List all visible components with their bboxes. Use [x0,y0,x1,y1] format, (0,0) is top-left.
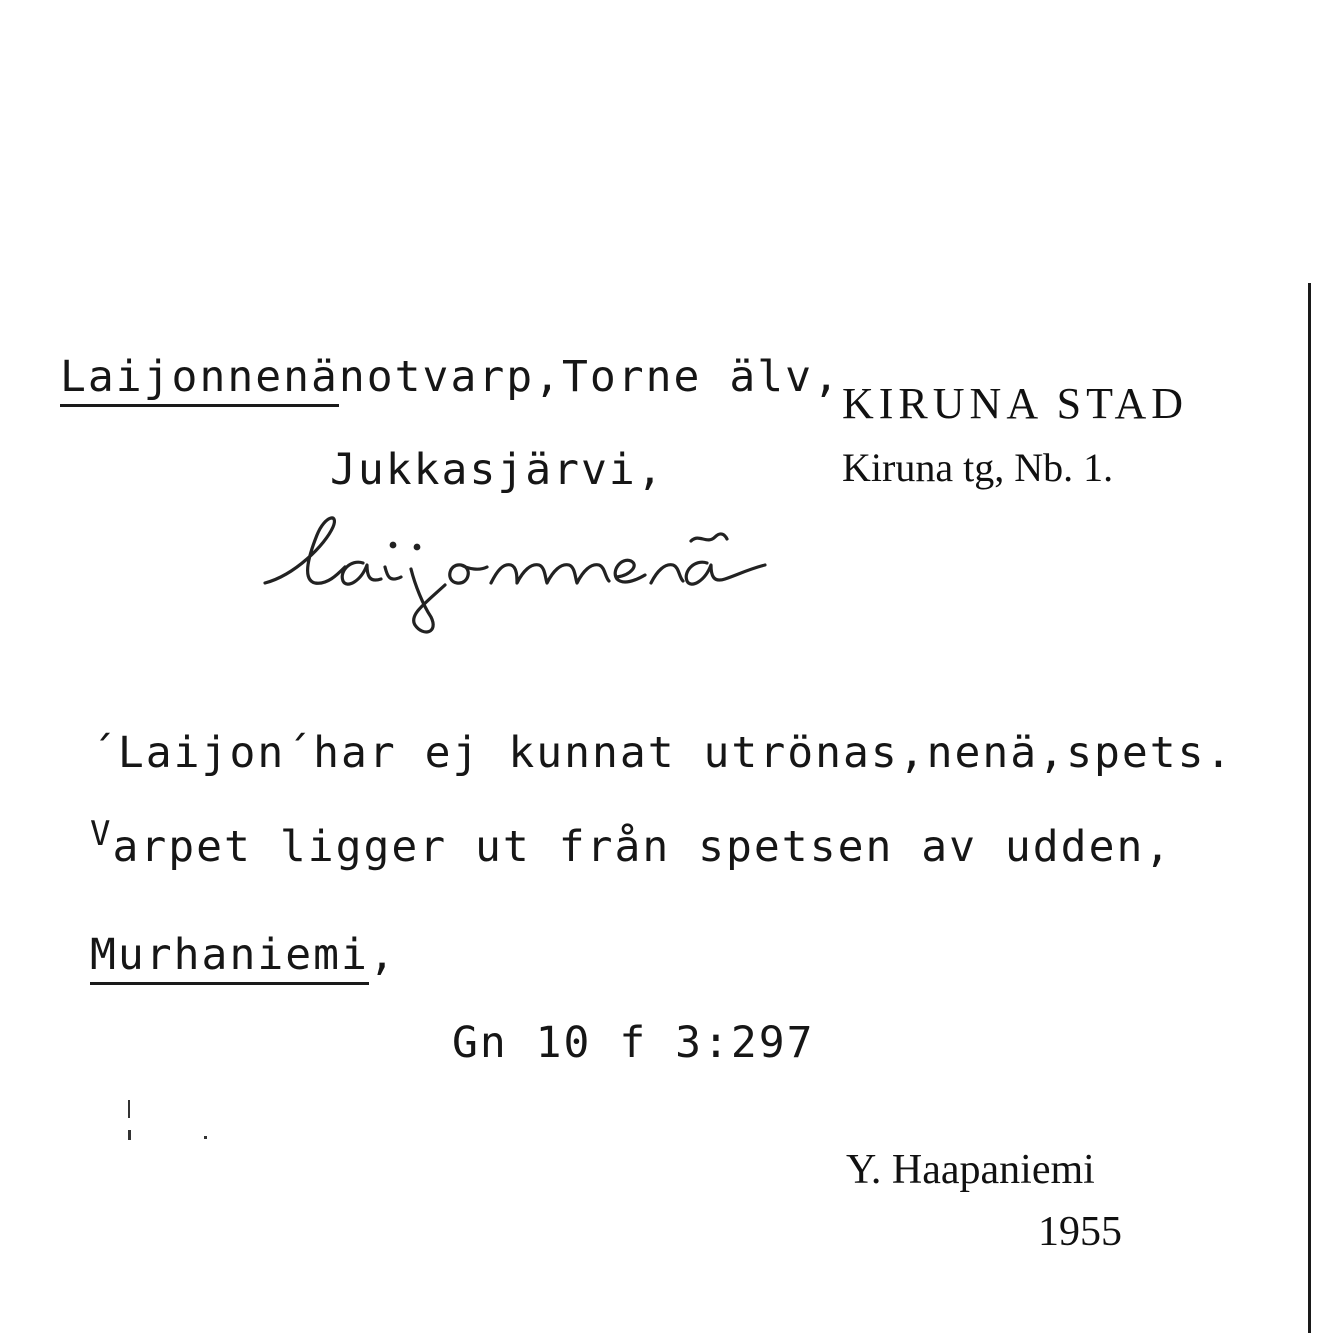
card-edge-line [1308,283,1311,1333]
reference-stamp: Kiruna tg, Nb. 1. [842,445,1114,490]
farm-name-underlined: Murhaniemi [90,930,369,985]
body-line-2 [90,814,1173,872]
ink-speck [204,1136,207,1139]
place-name-line [60,352,841,402]
body-line-3-rest: , [368,930,397,980]
body-line-3 [90,930,397,980]
ink-speck [128,1100,130,1118]
body-line-2-initial: V [90,814,113,854]
place-name-rest: notvarp,Torne älv, [338,352,841,402]
body-line-1: ´Laijon´har ej kunnat utrönas,nenä,spets. [90,728,1234,778]
source-reference: Gn 10 f 3:297 [452,1018,815,1068]
parish-name: Jukkasjärvi, [330,445,665,495]
collection-year: 1955 [1038,1209,1122,1255]
handwritten-name [255,505,875,655]
collector-name: Y. Haapaniemi [846,1147,1095,1193]
place-name-underlined: Laijonnenä [60,352,339,407]
body-line-2-rest: arpet ligger ut från spetsen av udden, [112,822,1173,872]
ink-speck [128,1130,131,1140]
district-stamp: KIRUNA STAD [842,379,1189,428]
